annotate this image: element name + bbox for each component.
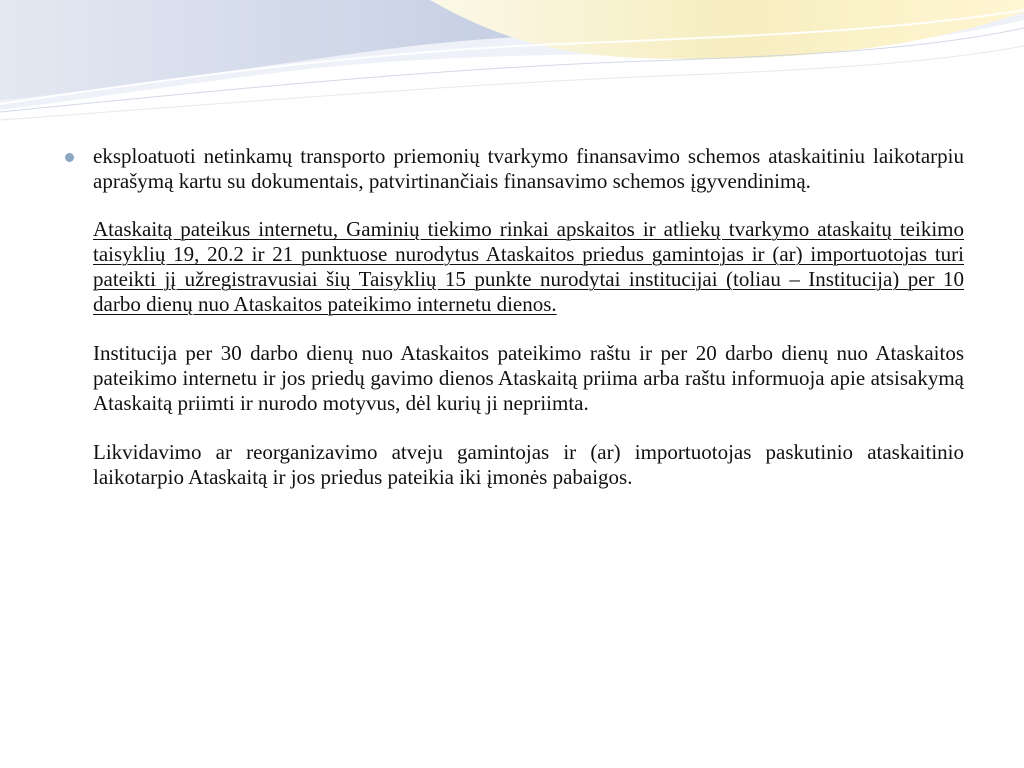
slide-content: [62, 144, 964, 490]
paragraph-1: Ataskaitą pateikus internetu, Gaminių tiekimo rinkai apskaitos ir atliekų tvarkymo ataskaitų teikimo taisyklių 19, 20.2 ir 21 punktuose nurodytus Ataskaitos priedus gamintojas ir (ar) importuotojas turi pateikti jį užregistravusiai šių Taisyklių 15 punkte nurodytai institucijai (toliau – Institucija) per 10 darbo dienų nuo Ataskaitos pateikimo internetu dienos.: [93, 217, 964, 316]
paragraph-3: Likvidavimo ar reorganizavimo atveju gamintojas ir (ar) importuotojas paskutinio ataskaitinio laikotarpio Ataskaitą ir jos priedus pateikia iki įmonės pabaigos.: [93, 440, 964, 489]
bullet-dot-icon: [65, 153, 74, 162]
paragraph-1-block: [62, 217, 964, 317]
header-wave-decoration: [0, 0, 1024, 130]
bullet-text: eksploatuoti netinkamų transporto priemonių tvarkymo finansavimo schemos ataskaitiniu laikotarpiu aprašymą kartu su dokumentais, patvirtinančiais finansavimo schemos įgyvendinimą.: [93, 144, 964, 193]
paragraph-2-block: [62, 341, 964, 416]
bullet-item: [62, 144, 964, 194]
paragraph-3-block: [62, 440, 964, 490]
paragraph-2: Institucija per 30 darbo dienų nuo Ataskaitos pateikimo raštu ir per 20 darbo dienų nuo Ataskaitos pateikimo internetu ir jos priedų gavimo dienos Ataskaitą priima arba raštu informuoja apie atsisakymą Ataskaitą priimti ir nurodo motyvus, dėl kurių ji nepriimta.: [93, 341, 964, 415]
